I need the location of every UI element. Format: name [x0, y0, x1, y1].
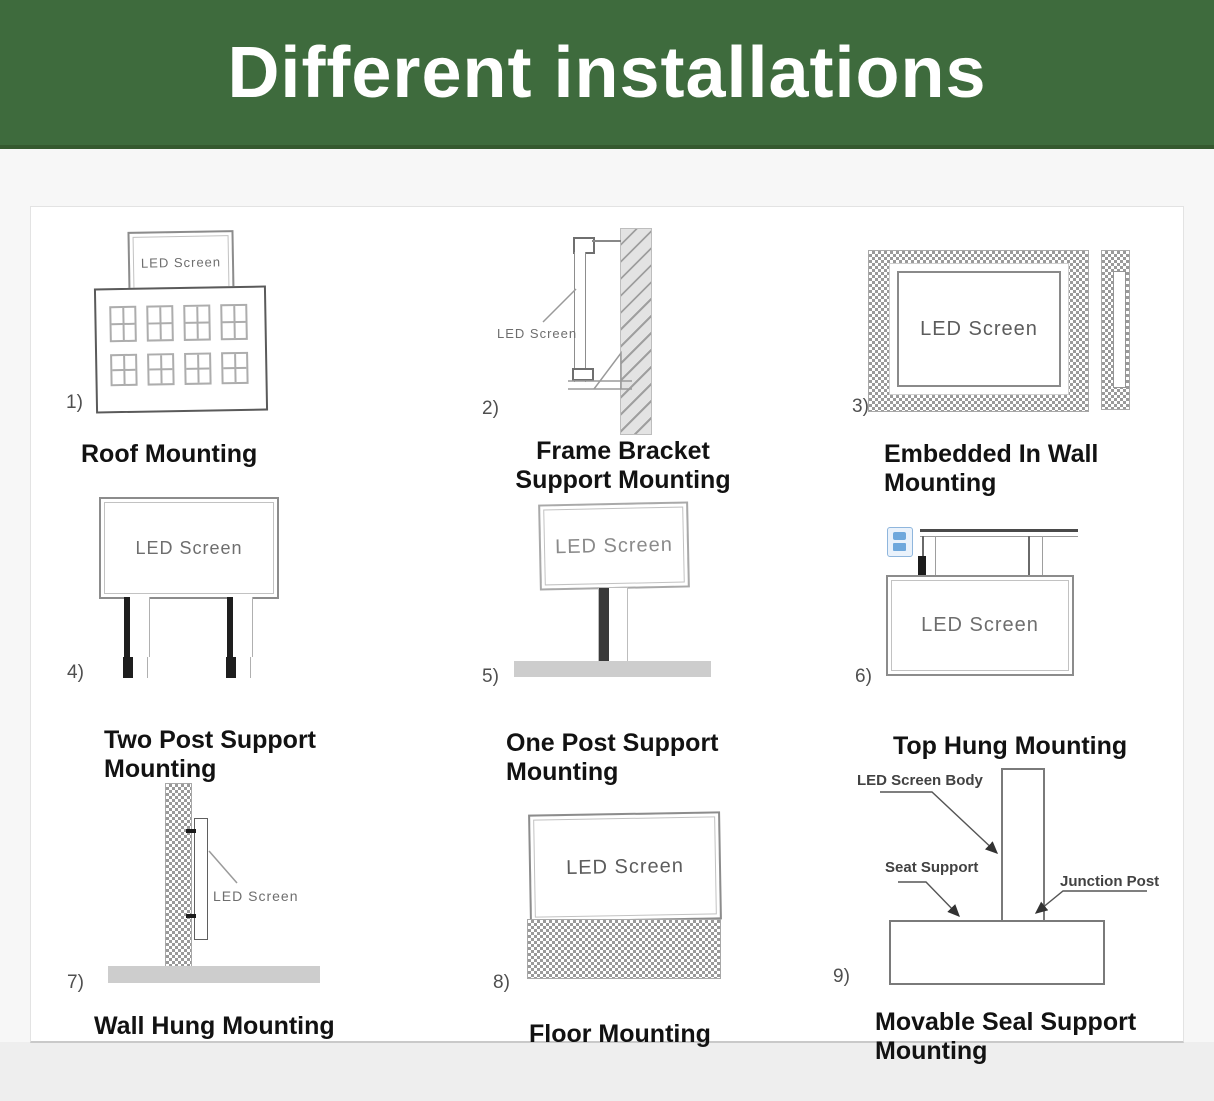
panel-caption: Two Post Support Mounting [104, 726, 317, 783]
panel-caption: Roof Mounting [81, 440, 258, 468]
panel-number: 6) [855, 666, 872, 687]
wall-side-view-shape [1101, 250, 1130, 410]
post-shape [124, 597, 150, 657]
led-screen-label: LED Screen [135, 537, 243, 558]
window-shape [110, 354, 138, 386]
ground-shape [514, 661, 711, 677]
led-screen-shape [538, 501, 690, 590]
mount-tick-shape [186, 914, 196, 918]
led-screen-shape [897, 271, 1061, 387]
base-shape [527, 919, 721, 979]
mount-tick-shape [186, 829, 196, 833]
panel-caption: Wall Hung Mounting [94, 1012, 335, 1040]
panel-number: 2) [482, 398, 499, 419]
led-screen-shape [127, 230, 234, 294]
image-placeholder-icon [887, 527, 913, 557]
panel-number: 5) [482, 666, 499, 687]
led-screen-label: LED Screen [140, 253, 222, 271]
post-foot-shape [123, 657, 148, 678]
window-shape [147, 353, 175, 385]
building-shape [94, 286, 268, 414]
wall-shape [165, 783, 192, 971]
window-shape [184, 352, 212, 384]
led-screen-shape [886, 575, 1074, 676]
led-screen-shape [528, 811, 722, 922]
led-screen-body-label: LED Screen Body [857, 772, 983, 789]
foot-bracket-shape [572, 368, 594, 381]
post-shape [598, 587, 628, 664]
window-shape [221, 352, 249, 384]
panel-caption: Movable Seal Support Mounting [875, 1008, 1137, 1065]
window-shape [109, 306, 137, 342]
panel-number: 1) [66, 392, 83, 413]
led-screen-label: LED Screen [554, 533, 674, 558]
wall-shape [620, 228, 652, 435]
building-windows [109, 304, 250, 386]
hanger-clamp-shape [918, 556, 926, 577]
panel-number: 8) [493, 972, 510, 993]
led-screen-label: LED Screen [921, 614, 1039, 636]
led-screen-label: LED Screen [565, 854, 685, 879]
led-screen-label: LED Screen [213, 888, 299, 904]
panel-number: 3) [852, 396, 869, 417]
post-foot-shape [226, 657, 251, 678]
led-screen-body-shape [1001, 768, 1045, 924]
led-screen-shape [99, 497, 279, 599]
panel-number: 4) [67, 662, 84, 683]
screen-slot-shape [1113, 271, 1126, 388]
post-shape [227, 597, 253, 657]
seat-support-label: Seat Support [885, 859, 979, 876]
panel-number: 9) [833, 966, 850, 987]
seat-support-shape [889, 920, 1105, 985]
window-shape [220, 304, 248, 340]
icon-glyph [893, 543, 906, 551]
led-screen-side-shape [194, 818, 208, 940]
panel-caption: One Post Support Mounting [506, 729, 719, 786]
panel-caption: Floor Mounting [529, 1020, 711, 1048]
window-shape [146, 305, 174, 341]
led-screen-label: LED Screen [920, 317, 1038, 340]
panel-number: 7) [67, 972, 84, 993]
led-screen-label: LED Screen [497, 326, 578, 341]
title-banner [0, 0, 1214, 149]
beam-shape [920, 529, 1078, 537]
panel-caption: Top Hung Mounting [893, 732, 1128, 760]
icon-glyph [893, 532, 906, 540]
hanger-shape [1028, 536, 1043, 576]
page-title: Different installations [227, 32, 987, 113]
led-screen-side-shape [574, 252, 586, 382]
panel-caption: Embedded In Wall Mounting [884, 440, 1099, 497]
ground-shape [108, 966, 320, 983]
panel-caption: Frame Bracket Support Mounting [515, 437, 731, 494]
junction-post-label: Junction Post [1060, 873, 1160, 890]
window-shape [183, 304, 211, 340]
